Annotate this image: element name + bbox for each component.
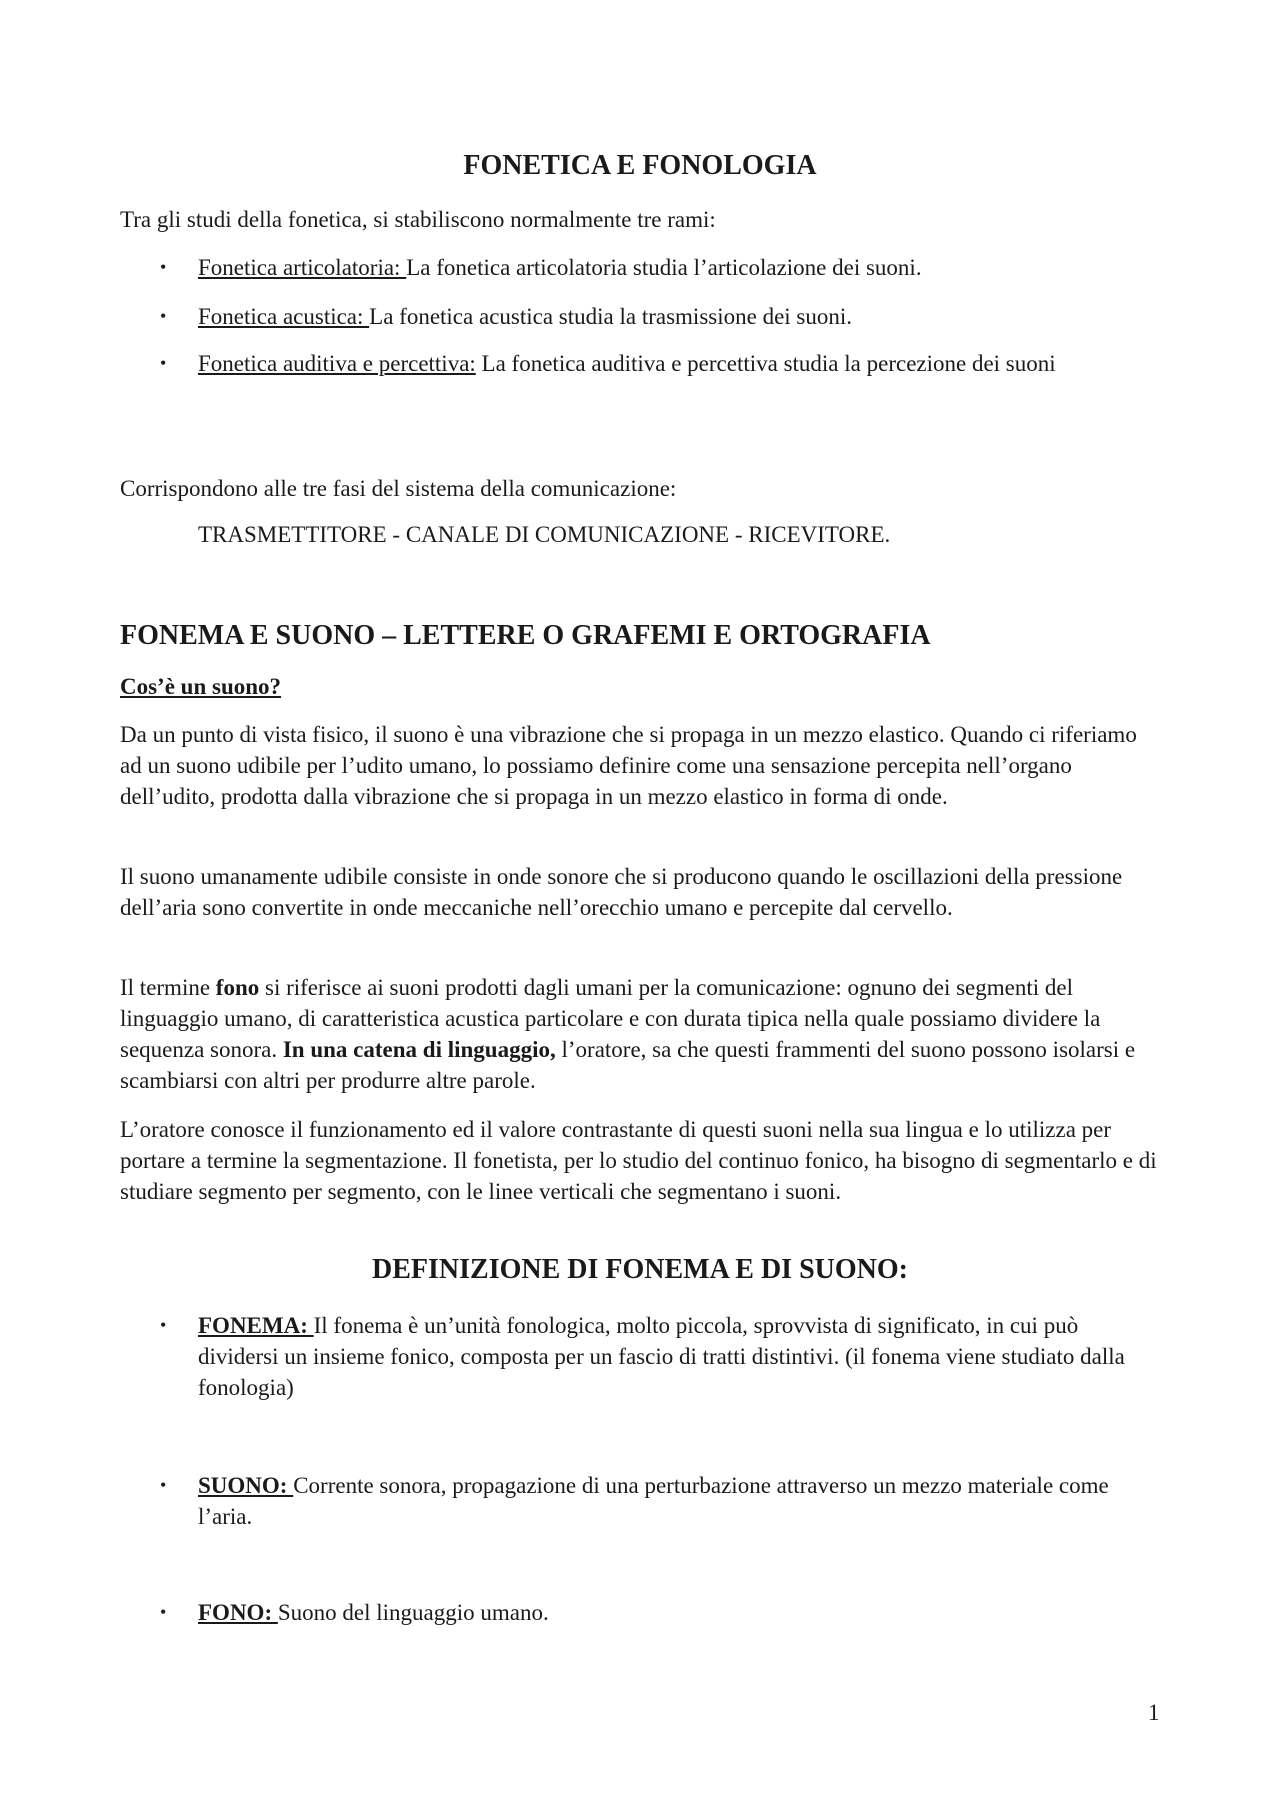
branch-term: Fonetica acustica: — [198, 304, 370, 329]
definition-desc: Il fonema è un’unità fonologica, molto piccola, sprovvista di significato, in cui può dividersi un insieme fonico, composta per un fascio di tratti distintivi. (il fonema viene studiato dalla fonologia) — [198, 1313, 1125, 1400]
definition-desc: Suono del linguaggio umano. — [277, 1600, 549, 1625]
bullet-icon: • — [160, 306, 167, 326]
branch-term: Fonetica auditiva e percettiva: — [198, 351, 476, 376]
definition-term: FONO: — [198, 1600, 278, 1625]
definition-term: SUONO: — [198, 1473, 294, 1498]
definition-desc: Corrente sonora, propagazione di una perturbazione attraverso un mezzo materiale come l’aria. — [198, 1473, 1109, 1529]
page-number: 1 — [1148, 1700, 1160, 1725]
correspond-text: Corrispondono alle tre fasi del sistema della comunicazione: — [120, 476, 677, 501]
section-title: FONEMA E SUONO – LETTERE O GRAFEMI E ORTOGRAFIA — [120, 620, 931, 651]
bullet-icon: • — [160, 1602, 167, 1622]
bullet-icon: • — [160, 353, 167, 373]
paragraph: Il suono umanamente udibile consiste in onde sonore che si producono quando le oscillazioni della pressione dell’aria sono convertite in onde meccaniche nell’orecchio umano e percepite dal cervello. — [120, 864, 1123, 920]
bullet-icon: • — [160, 1475, 167, 1495]
page-title: FONETICA E FONOLOGIA — [463, 150, 817, 181]
branch-desc: La fonetica articolatoria studia l’articolazione dei suoni. — [406, 255, 922, 280]
section-title: DEFINIZIONE DI FONEMA E DI SUONO: — [372, 1254, 908, 1285]
branch-desc: La fonetica acustica studia la trasmissione dei suoni. — [369, 304, 853, 329]
definition-term: FONEMA: — [198, 1313, 314, 1338]
question-heading: Cos’è un suono? — [120, 674, 282, 699]
paragraph: Il termine fono si riferisce ai suoni prodotti dagli umani per la comunicazione: ognuno dei segmenti del linguaggio umano, di caratteristica acustica particolare e con durata tipica nella quale possiamo dividere la sequenza sonora. In una catena di linguaggio, l’oratore, sa che questi frammenti del suono possono isolarsi e scambiarsi con altri per produrre altre parole. — [120, 975, 1136, 1093]
bold-phrase: In una catena di linguaggio, — [282, 1037, 556, 1062]
intro-text: Tra gli studi della fonetica, si stabiliscono normalmente tre rami: — [120, 207, 716, 232]
fono-term: fono — [215, 975, 260, 1000]
paragraph: Da un punto di vista fisico, il suono è una vibrazione che si propaga in un mezzo elastico. Quando ci riferiamo ad un suono udibile per l’udito umano, lo possiamo definire come una sensazione percepita nell’organo dell’udito, prodotta dalla vibrazione che si propaga in un mezzo elastico in forma di onde. — [120, 722, 1137, 809]
phases-text: TRASMETTITORE - CANALE DI COMUNICAZIONE - RICEVITORE. — [198, 522, 891, 547]
paragraph: L’oratore conosce il funzionamento ed il valore contrastante di questi suoni nella sua lingua e lo utilizza per portare a termine la segmentazione. Il fonetista, per lo studio del continuo fonico, ha bisogno di segmentarlo e di studiare segmento per segmento, con le linee verticali che segmentano i suoni. — [120, 1117, 1157, 1204]
bullet-icon: • — [160, 257, 167, 277]
bullet-icon: • — [160, 1315, 167, 1335]
branch-term: Fonetica articolatoria: — [198, 255, 407, 280]
branch-desc: La fonetica auditiva e percettiva studia la percezione dei suoni — [475, 351, 1056, 376]
